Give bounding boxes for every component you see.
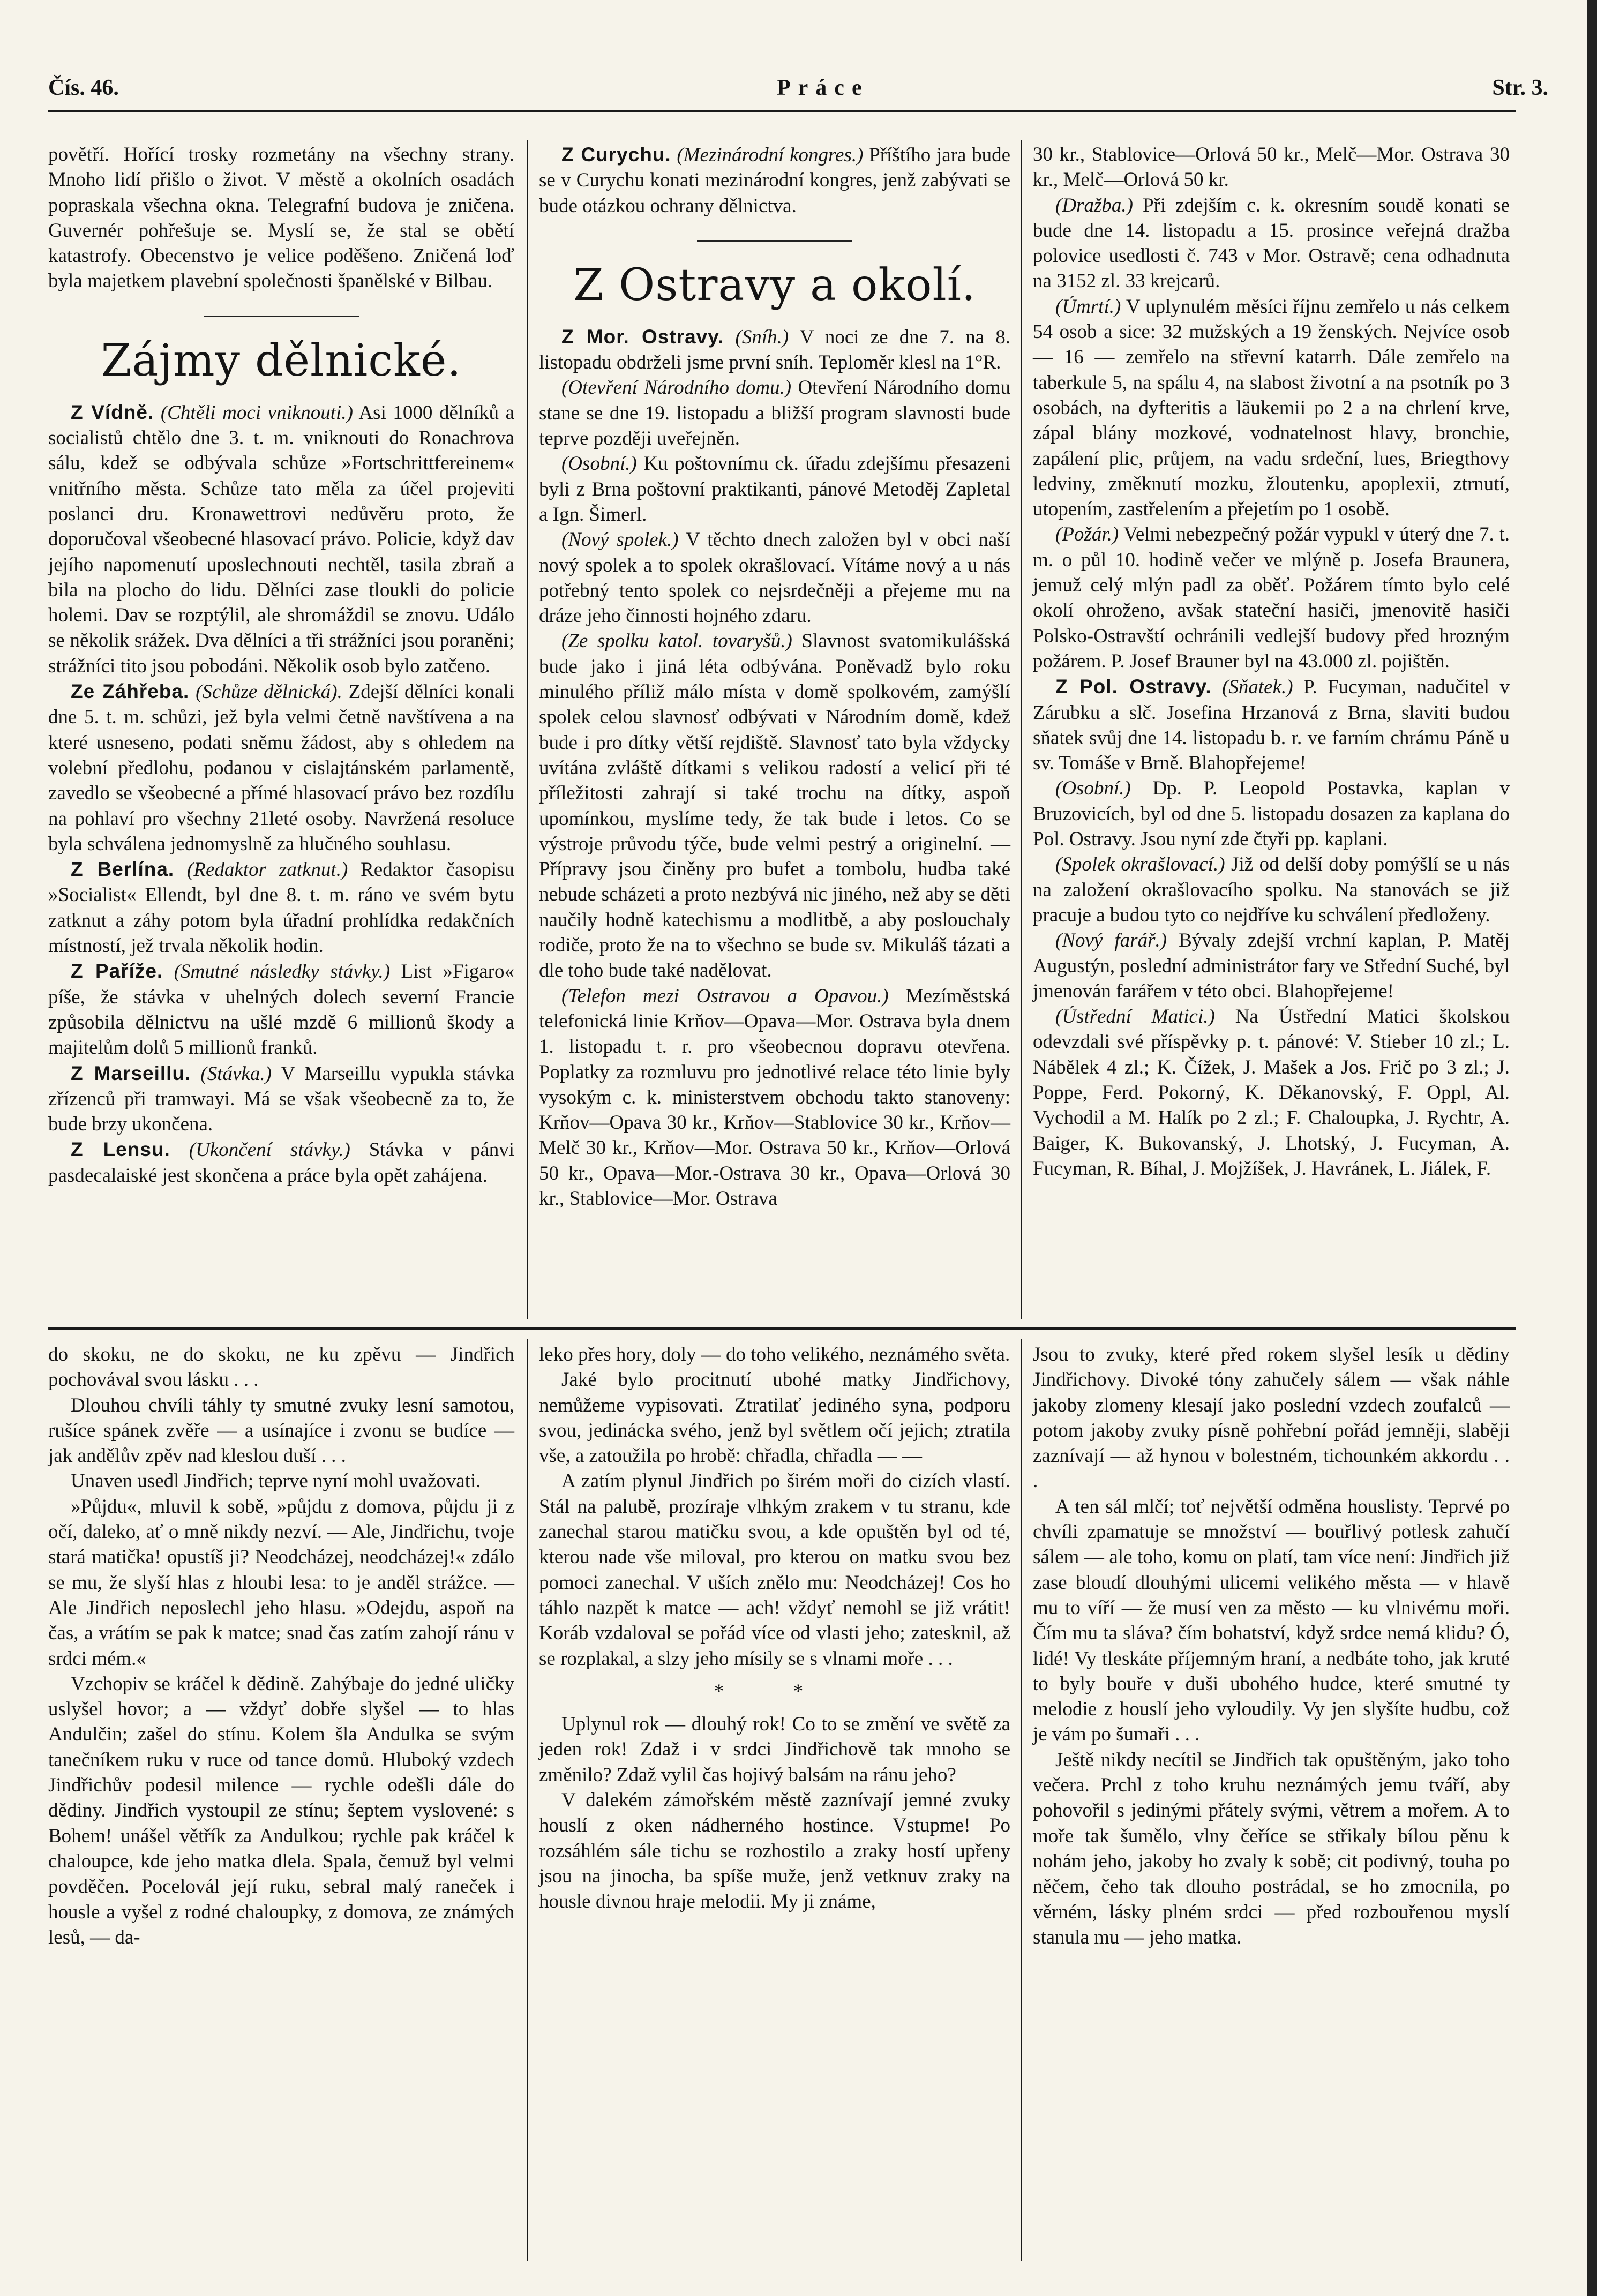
page-header — [48, 75, 1548, 107]
news-topic: (Osobní.) — [1055, 777, 1131, 800]
news-topic: (Spolek okrašlovací.) — [1055, 853, 1225, 876]
news-text: Redaktor časopisu »Socialist« Ellendt, byl dne 8. t. m. ráno ve svém bytu zatknut a záhy potom byla úřadní prohlídka redakčních místností, jež trvala několik hodin. — [48, 859, 515, 957]
news-item — [539, 324, 1010, 376]
story-paragraph: V dalekém zámořském městě zaznívají jemné zvuky houslí z oken nádherného hostince. Vstupme! Po rozsáhlém sále tichu se rozhostilo a zraky hostí upřeny jsou na jinocha, ba spíše muže, jenž vetknuv zraky na housle divnou hraje melodii. My ji známe, — [539, 1789, 1010, 1913]
news-text: V těchto dnech založen byl v obci naší nový spolek a to spolek okrašlovací. Vítáme nový a u nás potřebný tento spolek co nejsrdečněji a přejeme mu na dráze jeho činnosti hojného zdaru. — [539, 529, 1010, 627]
news-topic: (Nový farář.) — [1055, 929, 1167, 952]
issue-number: Čís. 46. — [48, 76, 119, 100]
news-item — [1033, 522, 1510, 674]
story-paragraph: Jaké bylo procitnutí ubohé matky Jindřichovy, nemůžeme vypisovati. Ztratilať jediného syna, podporu svou, jedinácka svého, jenž byl světlem očí jejich; ztratila vše, a zatoužila po hrobě: chřadla, chřadla — — — [539, 1369, 1010, 1467]
news-item — [1033, 1004, 1510, 1181]
news-topic: (Stávka.) — [200, 1062, 272, 1085]
news-item — [1033, 674, 1510, 776]
news-item — [1033, 928, 1510, 1004]
story-paragraph: Ještě nikdy necítil se Jindřich tak opuštěným, jako toho večera. Prchl z toho kruhu neznámých jemu tváří, aby pohovořil s jedinými přátely svými, větrem a mořem. A to moře tak šumělo, vlny čeříce se střikaly bílou pěnu k nohám jeho, jakoby ho zvaly k sobě; cit podivný, touha po něčem, čeho tak dlouho postrádal, se ho zmocnila, po věrném, lásky plném srdci — před rozbouřenou myslí stanula mu — jeho matka. — [1033, 1749, 1510, 1948]
news-item — [48, 1061, 514, 1137]
news-text: V Marseillu vypukla stávka zřízenců při tramwayi. Má se však všeobecně za to, že bude brzy ukončena. — [48, 1062, 514, 1136]
news-item — [539, 628, 1010, 983]
news-item — [48, 1137, 514, 1188]
news-text: Mezíměstská telefonická linie Krňov—Opava—Mor. Ostrava byla dnem 1. listopadu t. r. pro všeobecnou dopravu otevřena. Poplatky za rozmluvu pro jednotlivé relace této linie byly vysokým c. k. ministerstvem obchodu takto stanoveny: Krňov—Opava 30 kr., Krňov—Stablovice 30 kr., Krňov—Melč 30 kr., Krňov—Mor. Ostrava 50 kr., Krňov—Orlová 50 kr., Opava—Mor.-Ostrava 30 kr., Opava—Orlová 30 kr., Stablovice—Mor. Ostrava — [539, 985, 1011, 1210]
news-topic: (Ústřední Matici.) — [1055, 1006, 1215, 1028]
news-topic: (Úmrtí.) — [1055, 295, 1121, 318]
column-3 — [1033, 142, 1510, 1181]
column-divider — [527, 140, 528, 1319]
news-topic: (Požár.) — [1055, 523, 1119, 546]
news-text: Asi 1000 dělníků a socialistů chtělo dne 3. t. m. vniknouti do Ronachrova sálu, kdež se odbývala schůze »Fortschrittfereinem« vnitřního města. Schůze tato měla za účel projeviti poslanci dru. Kronawettrovi nedůvěru proto, že doporučoval všeobecné hlasovací právo. Policie, když dav jejího napomenutí uposlechnouti nechtěl, tasila zbraň a bila na plocho do lidu. Dělníci zase tloukli do policie holemi. Dav se rozptýlil, ale shromáždil se znovu. Událo se několik srážek. Dva dělníci a tři strážníci jsou poraněni; strážníci tito jsou pobodáni. Několik osob bylo zatčeno. — [48, 401, 514, 677]
feuilleton-rule — [48, 1327, 1516, 1330]
news-item — [1033, 193, 1510, 294]
news-topic: (Dražba.) — [1055, 194, 1133, 216]
news-place: Ze Záhřeba. — [71, 680, 190, 703]
news-place: Z Marseillu. — [71, 1062, 191, 1084]
news-item — [48, 958, 514, 1060]
story-paragraph: Jsou to zvuky, které před rokem slyšel lesík u dědiny Jindřichovy. Divoké tóny zahučely sálem — však náhle jakoby zlomeny klesají jako poslední vzdech zoufalců — potom jakoby zvuky písně pohřební pořád jemněji, slaběji zaznívají — až hynou v bolestném, tichounkém akkordu . . . — [1033, 1344, 1510, 1492]
news-topic: (Osobní.) — [561, 453, 637, 475]
story-paragraph: A zatím plynul Jindřich po širém moři do cizích vlastí. Stál na palubě, prozíraje vlhkým zrakem v tu stranu, kde zanechal starou matičku svou, a kde opuštěn byl od té, kterou nade vše miloval, pro kterou on matku svou bez pomoci zanechal. V uších znělo mu: Neodcházej! Cos ho táhlo nazpět k matce — ach! vždyť nemohl se již vrátit! Koráb vzdaloval se pořád více od vlasti jeho; zatesknil, až se rozplakal, a slzy jeho mísily se s vlnami moře . . . — [539, 1470, 1010, 1670]
section-title-z-ostravy: Z Ostravy a okolí. — [573, 259, 976, 311]
news-place: Z Curychu. — [561, 144, 671, 166]
news-topic: (Otevření Národního domu.) — [561, 377, 792, 399]
news-item — [1033, 142, 1510, 193]
news-text: Ku poštovnímu ck. úřadu zdejšímu přesazeni byli z Brna poštovní praktikanti, pánové Metoděj Zapletal a Ign. Šimerl. — [539, 453, 1010, 526]
story-paragraph: Uplynul rok — dlouhý rok! Co to se změní ve světě za jeden rok! Zdaž i v srdci Jindřichově tak mnoho se změnilo? Zdaž vylil čas hojivý balsám na ránu jeho? — [539, 1713, 1010, 1786]
news-text: Velmi nebezpečný požár vypukl v úterý dne 7. t. m. o půl 10. hodině večer ve mlýně p. Josefa Braunera, jemuž celý mlýn padl za oběť. Požárem tímto bylo celé okolí ohroženo, avšak stateční hasiči, jmenovitě hasiči Polsko-Ostravští ochránili vedlejší budovy před hrozným požárem. P. Josef Brauner byl na 43.000 zl. pojištěn. — [1033, 523, 1510, 672]
column-1 — [48, 142, 514, 1188]
news-place: Z Pol. Ostravy. — [1055, 676, 1212, 698]
newspaper-title: Práce — [777, 76, 869, 100]
story-paragraph: »Půjdu«, mluvil k sobě, »půjdu z domova, půjdu ji z očí, daleko, ať o mně nikdy nezví. — Ale, Jindřichu, tvoje stará matička! opustíš ji? Neodcházej, neodcházej!« zdálo se mu, že slyší hlas z hloubi lesa: to je anděl strážce. — Ale Jindřich neposlechl jeho hlasu. »Odejdu, aspoň na čas, a vrátím se pak k matce; snad čas zatím zahojí ránu v srdci mém.« — [48, 1495, 514, 1670]
news-topic: (Ukončení stávky.) — [189, 1139, 350, 1161]
story-paragraph: Unaven usedl Jindřich; teprve nyní mohl uvažovati. — [71, 1470, 481, 1492]
news-topic: (Mezinárodní kongres.) — [677, 144, 864, 166]
story-paragraph: do skoku, ne do skoku, ne ku zpěvu — Jindřich pochovával svou lásku . . . — [48, 1344, 514, 1391]
section-break: * * — [714, 1680, 836, 1702]
news-text: List »Figaro« píše, že stávka v uhelných dolech severní Francie způsobila dělnictvu na ušlé mzdě 6 millionů škody a majitelům dolů 5 millionů franků. — [48, 961, 514, 1059]
column-2 — [539, 142, 1010, 1211]
news-item — [539, 527, 1010, 628]
news-text: V noci ze dne 7. na 8. listopadu obdrželi jsme první sníh. Teploměr klesl na 1°R. — [539, 326, 1010, 374]
page-number: Str. 3. — [1492, 76, 1548, 100]
news-text: Na Ústřední Matici školskou odevzdali své příspěvky p. t. pánové: V. Stieber 10 zl.; L. Nábělek 4 zl.; K. Čížek, J. Mašek a Jos. Frič po 3 zl.; J. Poppe, Ferd. Pokorný, K. Děkanovský, F. Oppl, Al. Vychodil a M. Halík po 2 zl.; F. Chaloupka, J. Rychtr, A. Baiger, K. Bukovanský, J. Lhotský, J. Fucyman, A. Fucyman, R. Bíhal, J. Mojžíšek, J. Havránek, L. Jiálek, F. — [1033, 1006, 1510, 1180]
news-text: V uplynulém měsíci říjnu zemřelo u nás celkem 54 osob a sice: 32 mužských a 19 ženských. Nejvíce osob — 16 — zemřelo na střevní katarrh. Dále zemřelo na taberkule 5, na spálu 4, na slabost životní a na psotník po 3 osobách, na dyfteritis a läukemii po 2 a na chrlení krve, zápal blány mozkové, vodnatelnost hlavy, bronchie, zapálení plic, průjem, na vadu srdeční, lues, Briegthovy ledviny, změknutí mozku, žloutenku, apoplexii, ztrnutí, utopením, zastřelením a přejetím po 1 osobě. — [1033, 295, 1510, 521]
news-text: 30 kr., Stablovice—Orlová 50 kr., Melč—Mor. Ostrava 30 kr., Melč—Orlová 50 kr. — [1033, 144, 1510, 191]
header-rule — [48, 110, 1516, 112]
news-text: Příštího jara bude se v Curychu konati mezinárodní kongres, jenž zabývati se bude otázkou ochrany dělnictva. — [539, 144, 1010, 217]
news-topic: (Nový spolek.) — [561, 529, 679, 551]
news-text: Bývaly zdejší vrchní kaplan, P. Matěj Augustýn, poslední administrátor fary ve Střední Suché, byl jmenován farářem v této obci. Blahopřejeme! — [1033, 929, 1510, 1002]
story-paragraph: Dlouhou chvíli táhly ty smutné zvuky lesní samotou, rušíce spánek zvěře — a usínajíce i zvonu se budíce — jak andělův zpěv nad kleslou duší . . . — [48, 1394, 514, 1467]
news-topic: (Schůze dělnická). — [196, 681, 342, 703]
column-divider — [527, 1339, 528, 2261]
column-divider — [1021, 140, 1022, 1319]
news-topic: (Sníh.) — [735, 326, 789, 348]
news-place: Z Mor. Ostravy. — [561, 325, 724, 348]
news-item — [539, 375, 1010, 451]
news-text: Již od delší doby pomýšlí se u nás na založení okrašlovacího spolku. Na stanovách se již pracuje a budou tyto co nejdříve ku schválení předloženy. — [1033, 853, 1510, 926]
page-edge — [1587, 0, 1597, 2296]
news-topic: (Smutné následky stávky.) — [174, 961, 391, 983]
news-text: Stávka v pánvi pasdecalaiské jest skončena a práce byla opět zahájena. — [48, 1139, 515, 1187]
news-text: Slavnost svatomikulášská bude jako i jiná léta odbývána. Poněvadž bylo roku minulého příliž málo místa v domě spolkovém, zamýšlí spolek celou slavnosť odbývati v Národním domě, kdež bude i pro dítky větší rejdiště. Slavnosť tato byla vždycky uvítána zvláště dítkami s velikou radostí a velicí při té příležitosti zahrají si také trochu na dítky, aspoň upomínkou, myslíme tedy, že tak bude i letos. Co se výstroje průvodu týče, bude velmi pestrý a originelní. — Přípravy jsou činěny pro bufet a tombolu, hudba také nebude scházeti a proto nezbývá nic jiného, než aby se děti naučily hodně katechismu a modlitbě, a aby poslouchaly rodiče, proto že na to všechno se bude sv. Mikuláš tázati a dle toho bude také nadělovat. — [539, 630, 1010, 982]
feuilleton-column-3 — [1033, 1342, 1510, 1950]
news-topic: (Chtěli moci vniknouti.) — [160, 401, 353, 424]
feuilleton-column-1 — [48, 1342, 514, 1950]
news-place: Z Paříže. — [71, 960, 163, 982]
news-place: Z Berlína. — [71, 858, 175, 881]
news-text: Otevření Národního domu stane se dne 19. listopadu a bližší program slavnosti bude teprve později uveřejněn. — [539, 377, 1010, 450]
feuilleton-column-2 — [539, 1342, 1010, 1915]
news-text: Dp. P. Leopold Postavka, kaplan v Bruzovicích, byl od dne 5. listopadu dosazen za kaplana do Pol. Ostravy. Jsou nyní zde čtyři pp. kaplani. — [1033, 777, 1510, 851]
column-divider — [1021, 1339, 1022, 2261]
news-topic: (Sňatek.) — [1222, 676, 1293, 699]
news-topic: (Telefon mezi Ostravou a Opavou.) — [561, 985, 889, 1007]
news-item — [539, 984, 1010, 1212]
story-paragraph: Vzchopiv se kráčel k dědině. Zahýbaje do jedné uličky uslyšel hovor; a — vždyť dobře slyšel — to hlas Andulčin; zašel do stínu. Kolem šla Andulka se svým tanečníkem ruku v ruce od tance domů. Hluboký vzdech Jindřichův podesil milence — rychle odešli dále do dědiny. Jindřich vystoupil ze stínu; šeptem vyslovené: s Bohem! unášel větřík za Andulkou; rychle pak kráčel k chaloupce, kde jeho matka dlela. Spala, čemuž byl velmi povděčen. Pocelovál její ruku, sebral malý raneček i housle a vyšel z rodné chaloupky, z domova, ze známých lesů, — da- — [48, 1672, 514, 1948]
news-topic: (Redaktor zatknut.) — [187, 859, 348, 881]
news-item — [48, 400, 514, 679]
news-place: Z Vídně. — [71, 401, 154, 423]
news-item — [539, 142, 1010, 219]
news-item — [1033, 776, 1510, 852]
article-continuation: povětří. Hořící trosky rozmetány na všechny strany. Mnoho lidí přišlo o život. V městě a okolních osadách popraskala všechna okna. Telegrafní budova je zničena. Guvernér pohřešuje se. Myslí se, že stal se obětí katastrofy. Obecenstvo je velice poděšeno. Zničená loď byla majetkem plavební společnosti španělské v Bilbau. — [48, 144, 514, 292]
news-text: Zdejší dělníci konali dne 5. t. m. schůzi, jež byla velmi četně navštívena a na které usneseno, podati sněmu žádost, aby s ohledem na volební předlohu, podanou v cislajtánském parlamentě, zavedlo se všeobecné a přímé hlasovací právo bez rozdílu na pohlaví pro všechny 21leté osoby. Navržená resoluce byla schválena jednomyslně za hlučného souhlasu. — [48, 681, 514, 855]
news-item — [1033, 852, 1510, 928]
news-text: P. Fucyman, nadučitel v Zárubku a slč. Josefina Hrzanová z Brna, slaviti budou sňatek svůj dne 14. listopadu b. r. ve farním chrámu Páně u sv. Tomáše v Brně. Blahopřejeme! — [1033, 676, 1510, 775]
news-place: Z Lensu. — [71, 1138, 170, 1161]
news-item — [48, 857, 514, 958]
section-title-zajmy-delnicke: Zájmy dělnické. — [101, 335, 462, 386]
news-item — [539, 451, 1010, 527]
news-text: Při zdejším c. k. okresním soudě konati se bude dne 14. listopadu a 15. prosince veřejná dražba polovice usedlosti č. 743 v Mor. Ostravě; cena odhadnuta na 3152 zl. 33 krejcarů. — [1033, 194, 1510, 292]
story-paragraph: A ten sál mlčí; toť největší odměna houslisty. Teprvé po chvíli zpamatuje se množství — bouřlivý potlesk zahučí sálem — ale toho, komu on platí, tam více není: Jindřich již zase bloudí dlouhými ulicemi velikého města — v hlavě mu to víří — že musí ven za město — ku vlnivému moři. Čím mu ta sláva? čím bohatství, když srdce nemá klidu? Ó, lidé! Vy tleskáte příjemným hraní, a nedbáte toho, jak kruté to byly bouře v duši ubohého hudce, které smutné ty melodie z houslí jeho vyloudily. Vy jen slyšíte hudbu, což je vám po šumaři . . . — [1033, 1495, 1510, 1746]
story-paragraph: leko přes hory, doly — do toho velikého, neznámého světa. — [539, 1344, 1010, 1365]
news-item — [48, 679, 514, 857]
separator-rule — [697, 240, 852, 242]
separator-rule — [204, 316, 359, 317]
news-topic: (Ze spolku katol. tovaryšů.) — [561, 630, 792, 652]
news-item — [1033, 294, 1510, 522]
